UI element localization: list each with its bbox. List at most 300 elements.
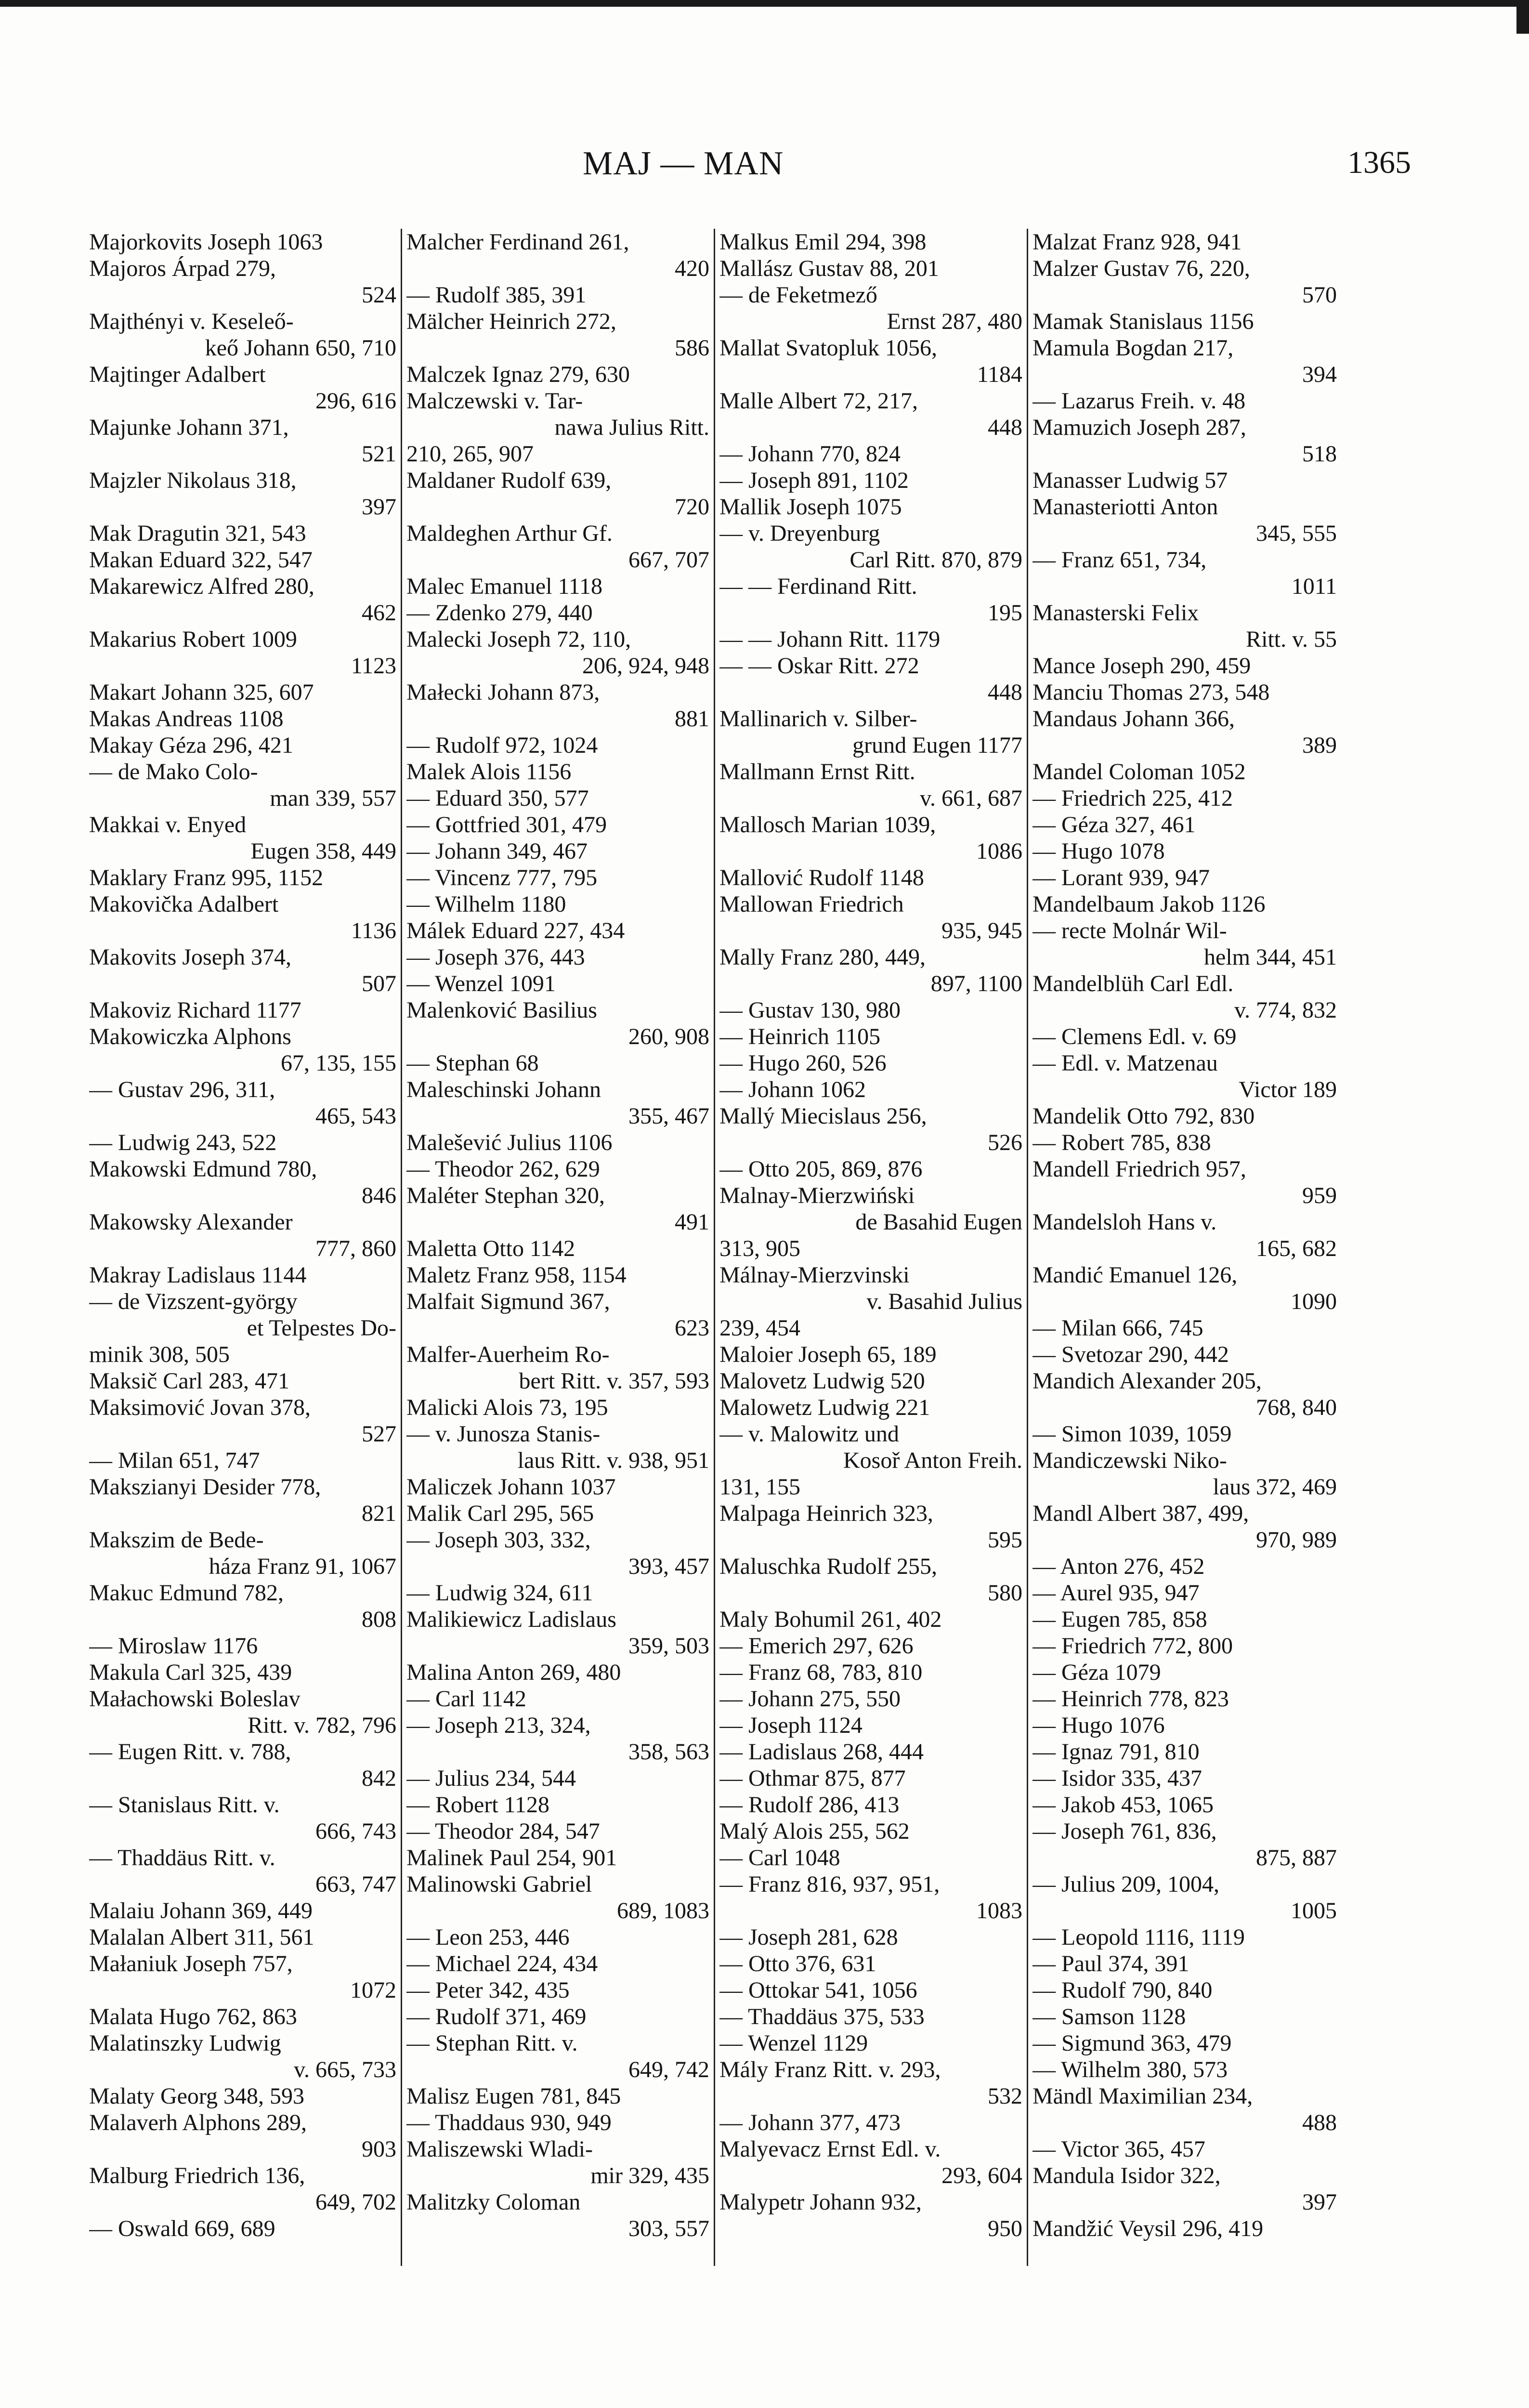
- index-entry: [89, 2083, 396, 2109]
- index-entry: [89, 1156, 396, 1209]
- index-entry: [719, 1553, 1022, 1606]
- page-number: 1365: [1347, 145, 1411, 180]
- entry-continuation: 595: [988, 1527, 1022, 1553]
- index-column-2: [402, 229, 715, 2266]
- entry-name: — Joseph 761, 836,: [1032, 1819, 1217, 1844]
- entry-continuation: 448: [988, 415, 1022, 440]
- entry-name: Makowski Edmund 780,: [89, 1156, 317, 1182]
- entry-continuation: 524: [362, 282, 396, 308]
- index-entry: [1032, 388, 1337, 414]
- entry-continuation: 842: [362, 1766, 396, 1791]
- entry-name: Mandelblüh Carl Edl.: [1032, 971, 1234, 996]
- index-entry: [1032, 1765, 1337, 1792]
- index-entry: [89, 1950, 396, 2003]
- entry-name: — Eugen Ritt. v. 788,: [89, 1739, 291, 1765]
- index-entry: [719, 441, 1022, 467]
- entry-name: — Joseph 303, 332,: [406, 1527, 591, 1553]
- index-entry: [1032, 414, 1337, 467]
- entry-name: Mandelsloh Hans v.: [1032, 1209, 1217, 1235]
- entry-name: Málek Eduard 227, 434: [406, 918, 625, 943]
- entry-name: Mandell Friedrich 957,: [1032, 1156, 1246, 1182]
- entry-name: Mamuzich Joseph 287,: [1032, 415, 1246, 440]
- entry-name: — Rudolf 286, 413: [719, 1792, 900, 1818]
- index-entry: [406, 2083, 709, 2109]
- entry-name: Makula Carl 325, 439: [89, 1660, 292, 1685]
- index-entry: [1032, 864, 1337, 891]
- entry-name: — Ignaz 791, 810: [1032, 1739, 1200, 1765]
- entry-name: — Milan 666, 745: [1032, 1315, 1203, 1341]
- entry-name: — Samson 1128: [1032, 2004, 1186, 2029]
- index-entry: [89, 361, 396, 414]
- entry-name: Malczek Ignaz 279, 630: [406, 362, 630, 387]
- entry-name: Maksimović Jovan 378,: [89, 1395, 311, 1420]
- entry-name: Mändl Maximilian 234,: [1032, 2083, 1253, 2109]
- entry-name: — Johann 349, 467: [406, 838, 588, 864]
- entry-name: Malešević Julius 1106: [406, 1130, 613, 1155]
- entry-name: Malalan Albert 311, 561: [89, 1924, 314, 1950]
- entry-name: — Joseph 376, 443: [406, 944, 585, 970]
- index-entry: [719, 626, 1022, 653]
- index-entry: [1032, 1712, 1337, 1739]
- index-entry: [1032, 2162, 1337, 2215]
- index-entry: [406, 1182, 709, 1235]
- entry-name: — Joseph 281, 628: [719, 1924, 898, 1950]
- index-entry: [719, 520, 1022, 573]
- entry-name: — Zdenko 279, 440: [406, 600, 593, 626]
- entry-name: Maluschka Rudolf 255,: [719, 1554, 937, 1579]
- index-entry: [89, 1341, 396, 1368]
- entry-name: — Friedrich 225, 412: [1032, 785, 1233, 811]
- index-entry: [89, 308, 396, 361]
- entry-name: Malfait Sigmund 367,: [406, 1289, 610, 1314]
- index-entry: [719, 1765, 1022, 1792]
- index-entry: [406, 1050, 709, 1076]
- index-entry: [406, 1924, 709, 1950]
- index-entry: [1032, 1792, 1337, 1818]
- index-entry: [719, 467, 1022, 494]
- entry-name: Manasterski Felix: [1032, 600, 1199, 626]
- index-entry: [89, 1209, 396, 1262]
- entry-name: — Eugen 785, 858: [1032, 1607, 1207, 1632]
- entry-name: Mandl Albert 387, 499,: [1032, 1501, 1249, 1526]
- index-entry: [89, 1474, 396, 1527]
- entry-name: — Hugo 1078: [1032, 838, 1165, 864]
- entry-name: — recte Molnár Wil-: [1032, 918, 1227, 943]
- entry-name: Malinek Paul 254, 901: [406, 1845, 617, 1871]
- entry-continuation: 959: [1302, 1183, 1337, 1208]
- entry-continuation: 881: [675, 706, 709, 732]
- index-entry: [719, 282, 1022, 335]
- entry-continuation: 303, 557: [628, 2216, 709, 2241]
- entry-name: Malle Albert 72, 217,: [719, 388, 918, 414]
- entry-name: Małachowski Boleslav: [89, 1686, 301, 1712]
- index-entry: [719, 944, 1022, 997]
- entry-continuation: 355, 467: [628, 1103, 709, 1129]
- entry-name: Malenković Basilius: [406, 997, 597, 1023]
- entry-name: — Lorant 939, 947: [1032, 865, 1210, 890]
- entry-name: — Gustav 296, 311,: [89, 1077, 275, 1102]
- index-entry: [719, 2056, 1022, 2109]
- entry-continuation: 586: [675, 335, 709, 361]
- entry-name: Mallović Rudolf 1148: [719, 865, 924, 890]
- entry-continuation: v. 774, 832: [1234, 997, 1337, 1023]
- index-entry: [1032, 229, 1337, 255]
- entry-continuation: 296, 616: [315, 388, 396, 414]
- entry-name: Malkus Emil 294, 398: [719, 229, 927, 255]
- index-entry: [89, 759, 396, 811]
- entry-continuation: et Telpestes Do-: [247, 1315, 396, 1341]
- index-entry: [719, 573, 1022, 626]
- index-entry: [1032, 1421, 1337, 1447]
- entry-continuation: 903: [362, 2136, 396, 2162]
- entry-continuation: 293, 604: [941, 2163, 1022, 2188]
- index-entry: [1032, 1606, 1337, 1633]
- index-entry: [89, 1659, 396, 1686]
- entry-name: — Leopold 1116, 1119: [1032, 1924, 1245, 1950]
- entry-name: — Miroslaw 1176: [89, 1633, 258, 1659]
- entry-name: — Milan 651, 747: [89, 1448, 260, 1473]
- entry-continuation: 206, 924, 948: [582, 653, 709, 679]
- index-entry: [1032, 1924, 1337, 1950]
- entry-name: Makoviz Richard 1177: [89, 997, 301, 1023]
- entry-continuation: 970, 989: [1256, 1527, 1337, 1553]
- index-entry: [719, 706, 1022, 759]
- entry-name: minik 308, 505: [89, 1342, 230, 1367]
- index-entry: [1032, 759, 1337, 785]
- entry-name: Maksič Carl 283, 471: [89, 1368, 289, 1394]
- index-entry: [719, 1659, 1022, 1686]
- index-entry: [1032, 1050, 1337, 1103]
- entry-name: Malik Carl 295, 565: [406, 1501, 594, 1526]
- entry-name: Malina Anton 269, 480: [406, 1660, 621, 1685]
- entry-name: Malnay-Mierzwiński: [719, 1183, 915, 1208]
- entry-name: Mallowan Friedrich: [719, 891, 904, 917]
- entry-name: — Robert 1128: [406, 1792, 549, 1818]
- index-entry: [719, 388, 1022, 441]
- entry-name: — Ottokar 541, 1056: [719, 1977, 917, 2003]
- index-entry: [89, 864, 396, 891]
- index-entry: [89, 1845, 396, 1898]
- index-entry: [719, 1368, 1022, 1394]
- entry-continuation: 689, 1083: [617, 1898, 709, 1924]
- entry-continuation: 532: [988, 2083, 1022, 2109]
- entry-continuation: 846: [362, 1183, 396, 1208]
- entry-name: — Gustav 130, 980: [719, 997, 901, 1023]
- index-entry: [89, 1368, 396, 1394]
- index-entry: [719, 1182, 1022, 1235]
- index-entry: [719, 1262, 1022, 1315]
- index-entry: [89, 2109, 396, 2162]
- entry-name: Majoros Árpad 279,: [89, 256, 276, 281]
- index-entry: [89, 1580, 396, 1633]
- entry-continuation: 420: [675, 256, 709, 281]
- entry-name: Majzler Nikolaus 318,: [89, 468, 297, 493]
- entry-continuation: 1136: [351, 918, 396, 943]
- index-entry: [719, 1156, 1022, 1182]
- scan-border-top: [0, 0, 1529, 7]
- entry-name: Malý Alois 255, 562: [719, 1819, 910, 1844]
- entry-continuation: nawa Julius Ritt.: [554, 415, 709, 440]
- entry-name: — Ludwig 243, 522: [89, 1130, 277, 1155]
- index-entry: [89, 1686, 396, 1739]
- index-entry: [406, 944, 709, 970]
- entry-name: Malaty Georg 348, 593: [89, 2083, 305, 2109]
- entry-name: Malicki Alois 73, 195: [406, 1395, 608, 1420]
- entry-name: — Michael 224, 434: [406, 1951, 598, 1976]
- index-columns: [89, 229, 1389, 2266]
- entry-continuation: 507: [362, 971, 396, 996]
- index-entry: [1032, 1262, 1337, 1315]
- index-entry: [1032, 1103, 1337, 1129]
- index-entry: [89, 626, 396, 679]
- entry-name: — Emerich 297, 626: [719, 1633, 914, 1659]
- entry-continuation: 720: [675, 494, 709, 520]
- index-entry: [1032, 1023, 1337, 1050]
- entry-name: Maldaner Rudolf 639,: [406, 468, 612, 493]
- entry-name: Makkai v. Enyed: [89, 812, 247, 838]
- index-entry: [1032, 1871, 1337, 1924]
- entry-name: — Svetozar 290, 442: [1032, 1342, 1229, 1367]
- index-entry: [1032, 1580, 1337, 1606]
- entry-name: Maletta Otto 1142: [406, 1236, 575, 1261]
- index-entry: [89, 1898, 396, 1924]
- entry-name: Makovits Joseph 374,: [89, 944, 291, 970]
- entry-name: — Joseph 891, 1102: [719, 468, 909, 493]
- index-entry: [89, 706, 396, 732]
- entry-name: Manciu Thomas 273, 548: [1032, 680, 1270, 705]
- index-column-3: [715, 229, 1028, 2266]
- index-entry: [1032, 2056, 1337, 2083]
- index-entry: [719, 1394, 1022, 1421]
- entry-continuation: 359, 503: [628, 1633, 709, 1659]
- entry-continuation: 821: [362, 1501, 396, 1526]
- index-entry: [1032, 1129, 1337, 1156]
- index-entry: [89, 520, 396, 547]
- entry-continuation: 448: [988, 680, 1022, 705]
- index-entry: [406, 388, 709, 441]
- entry-name: — Clemens Edl. v. 69: [1032, 1024, 1237, 1049]
- index-entry: [719, 653, 1022, 706]
- entry-name: — Otto 376, 631: [719, 1951, 876, 1976]
- entry-name: Mandiczewski Niko-: [1032, 1448, 1227, 1473]
- entry-name: Malikiewicz Ladislaus: [406, 1607, 616, 1632]
- entry-name: Mallik Joseph 1075: [719, 494, 902, 520]
- index-column-1: [89, 229, 402, 2266]
- entry-name: Manasser Ludwig 57: [1032, 468, 1228, 493]
- entry-name: Malzat Franz 928, 941: [1032, 229, 1242, 255]
- scan-border-corner: [1516, 0, 1529, 34]
- entry-continuation: 897, 1100: [930, 971, 1022, 996]
- index-entry: [406, 626, 709, 679]
- entry-name: Malpaga Heinrich 323,: [719, 1501, 933, 1526]
- entry-name: Malburg Friedrich 136,: [89, 2163, 305, 2188]
- index-entry: [719, 1871, 1022, 1924]
- entry-name: 313, 905: [719, 1236, 800, 1261]
- entry-name: Makuc Edmund 782,: [89, 1580, 284, 1606]
- entry-continuation: laus Ritt. v. 938, 951: [517, 1448, 709, 1473]
- index-entry: [406, 1129, 709, 1156]
- index-entry: [89, 1447, 396, 1474]
- index-entry: [406, 1845, 709, 1871]
- entry-continuation: Eugen 358, 449: [250, 838, 396, 864]
- index-entry: [719, 864, 1022, 891]
- entry-continuation: 397: [1302, 2189, 1337, 2215]
- index-entry: [89, 1394, 396, 1447]
- index-entry: [719, 1050, 1022, 1076]
- entry-name: — de Mako Colo-: [89, 759, 258, 785]
- entry-continuation: bert Ritt. v. 357, 593: [519, 1368, 709, 1394]
- entry-name: — Isidor 335, 437: [1032, 1766, 1202, 1791]
- entry-name: — Franz 651, 734,: [1032, 547, 1207, 573]
- entry-name: Maleschinski Johann: [406, 1077, 601, 1102]
- entry-name: — Robert 785, 838: [1032, 1130, 1211, 1155]
- entry-name: Mály Franz Ritt. v. 293,: [719, 2057, 941, 2082]
- index-entry: [406, 573, 709, 600]
- entry-name: Maklary Franz 995, 1152: [89, 865, 324, 890]
- index-entry: [89, 1262, 396, 1288]
- entry-name: 239, 454: [719, 1315, 800, 1341]
- entry-name: — Géza 1079: [1032, 1660, 1161, 1685]
- entry-continuation: 666, 743: [315, 1819, 396, 1844]
- index-entry: [406, 1871, 709, 1924]
- entry-continuation: 1086: [976, 838, 1022, 864]
- entry-name: — Rudolf 385, 391: [406, 282, 587, 308]
- index-entry: [719, 1500, 1022, 1553]
- entry-continuation: 649, 702: [315, 2189, 396, 2215]
- entry-continuation: 649, 742: [628, 2057, 709, 2082]
- index-entry: [719, 1076, 1022, 1103]
- entry-name: — Johann 1062: [719, 1077, 866, 1102]
- entry-name: Manasteriotti Anton: [1032, 494, 1218, 520]
- index-entry: [719, 1023, 1022, 1050]
- index-entry: [1032, 308, 1337, 335]
- entry-name: — Paul 374, 391: [1032, 1951, 1189, 1976]
- index-entry: [1032, 1500, 1337, 1553]
- entry-name: — Johann 770, 824: [719, 441, 901, 467]
- index-entry: [719, 1235, 1022, 1262]
- entry-continuation: 518: [1302, 441, 1337, 467]
- entry-name: Malatinszky Ludwig: [89, 2030, 281, 2056]
- index-entry: [89, 467, 396, 520]
- index-entry: [406, 1076, 709, 1129]
- index-entry: [89, 2215, 396, 2242]
- entry-name: Małaniuk Joseph 757,: [89, 1951, 293, 1976]
- entry-name: — — Ferdinand Ritt.: [719, 574, 917, 599]
- entry-name: Malowetz Ludwig 221: [719, 1395, 930, 1420]
- entry-name: — Lazarus Freih. v. 48: [1032, 388, 1246, 414]
- index-column-4: [1028, 229, 1341, 2266]
- entry-continuation: 1005: [1291, 1898, 1337, 1924]
- entry-name: Malaiu Johann 369, 449: [89, 1898, 313, 1924]
- entry-continuation: de Basahid Eugen: [855, 1209, 1022, 1235]
- entry-name: — Friedrich 772, 800: [1032, 1633, 1233, 1659]
- entry-continuation: 570: [1302, 282, 1337, 308]
- entry-continuation: 1011: [1291, 574, 1337, 599]
- entry-name: Malecki Joseph 72, 110,: [406, 627, 631, 652]
- entry-continuation: 195: [988, 600, 1022, 626]
- index-entry: [406, 838, 709, 864]
- entry-name: Mälcher Heinrich 272,: [406, 309, 616, 334]
- index-entry: [406, 1686, 709, 1712]
- index-entry: [89, 944, 396, 997]
- entry-continuation: 521: [362, 441, 396, 467]
- entry-name: — — Oskar Ritt. 272: [719, 653, 919, 679]
- index-entry: [1032, 1156, 1337, 1209]
- entry-name: Makan Eduard 322, 547: [89, 547, 313, 573]
- entry-name: — Thaddäus Ritt. v.: [89, 1845, 275, 1871]
- index-entry: [89, 2162, 396, 2215]
- entry-name: Makszianyi Desider 778,: [89, 1474, 321, 1500]
- index-entry: [1032, 2215, 1337, 2242]
- index-entry: [1032, 2083, 1337, 2136]
- entry-name: — Stephan 68: [406, 1050, 539, 1076]
- index-entry: [89, 997, 396, 1023]
- index-entry: [719, 2136, 1022, 2189]
- entry-continuation: Victor 189: [1239, 1077, 1337, 1102]
- index-entry: [89, 229, 396, 255]
- index-entry: [406, 600, 709, 626]
- entry-name: Makay Géza 296, 421: [89, 733, 293, 758]
- index-entry: [89, 891, 396, 944]
- entry-continuation: 526: [988, 1130, 1022, 1155]
- entry-name: Majunke Johann 371,: [89, 415, 289, 440]
- entry-name: Maliczek Johann 1037: [406, 1474, 616, 1500]
- entry-name: — de Vizszent-györgy: [89, 1289, 298, 1314]
- entry-continuation: háza Franz 91, 1067: [209, 1554, 396, 1579]
- entry-continuation: laus 372, 469: [1213, 1474, 1337, 1500]
- index-entry: [1032, 1686, 1337, 1712]
- index-entry: [406, 1792, 709, 1818]
- entry-continuation: 768, 840: [1256, 1395, 1337, 1420]
- entry-continuation: 397: [362, 494, 396, 520]
- index-entry: [89, 811, 396, 864]
- entry-name: — Julius 209, 1004,: [1032, 1871, 1220, 1897]
- entry-name: — Heinrich 1105: [719, 1024, 881, 1049]
- index-entry: [1032, 838, 1337, 864]
- index-entry: [719, 891, 1022, 944]
- index-entry: [406, 2003, 709, 2030]
- index-entry: [89, 2030, 396, 2083]
- entry-name: — Wenzel 1091: [406, 971, 556, 996]
- index-entry: [719, 255, 1022, 282]
- index-entry: [89, 1129, 396, 1156]
- entry-name: — Jakob 453, 1065: [1032, 1792, 1214, 1818]
- entry-name: — Victor 365, 457: [1032, 2136, 1205, 2162]
- entry-name: Mally Franz 280, 449,: [719, 944, 926, 970]
- index-entry: [406, 732, 709, 759]
- entry-name: — Otto 205, 869, 876: [719, 1156, 923, 1182]
- entry-continuation: 394: [1302, 362, 1337, 387]
- index-entry: [1032, 2030, 1337, 2056]
- entry-continuation: Kosoř Anton Freih.: [843, 1448, 1022, 1473]
- entry-name: — Wilhelm 380, 573: [1032, 2057, 1228, 2082]
- index-entry: [719, 1474, 1022, 1500]
- index-entry: [89, 573, 396, 626]
- entry-name: Malovetz Ludwig 520: [719, 1368, 925, 1394]
- entry-name: — Wilhelm 1180: [406, 891, 566, 917]
- entry-name: Maliszewski Wladi-: [406, 2136, 593, 2162]
- entry-name: Mallosch Marian 1039,: [719, 812, 936, 838]
- entry-continuation: 462: [362, 600, 396, 626]
- page-header: [87, 144, 1522, 202]
- index-entry: [406, 785, 709, 811]
- index-entry: [406, 1156, 709, 1182]
- index-entry: [719, 1977, 1022, 2003]
- entry-continuation: Ritt. v. 782, 796: [248, 1713, 396, 1738]
- entry-name: — Eduard 350, 577: [406, 785, 589, 811]
- index-entry: [406, 282, 709, 308]
- entry-continuation: Ernst 287, 480: [887, 309, 1022, 334]
